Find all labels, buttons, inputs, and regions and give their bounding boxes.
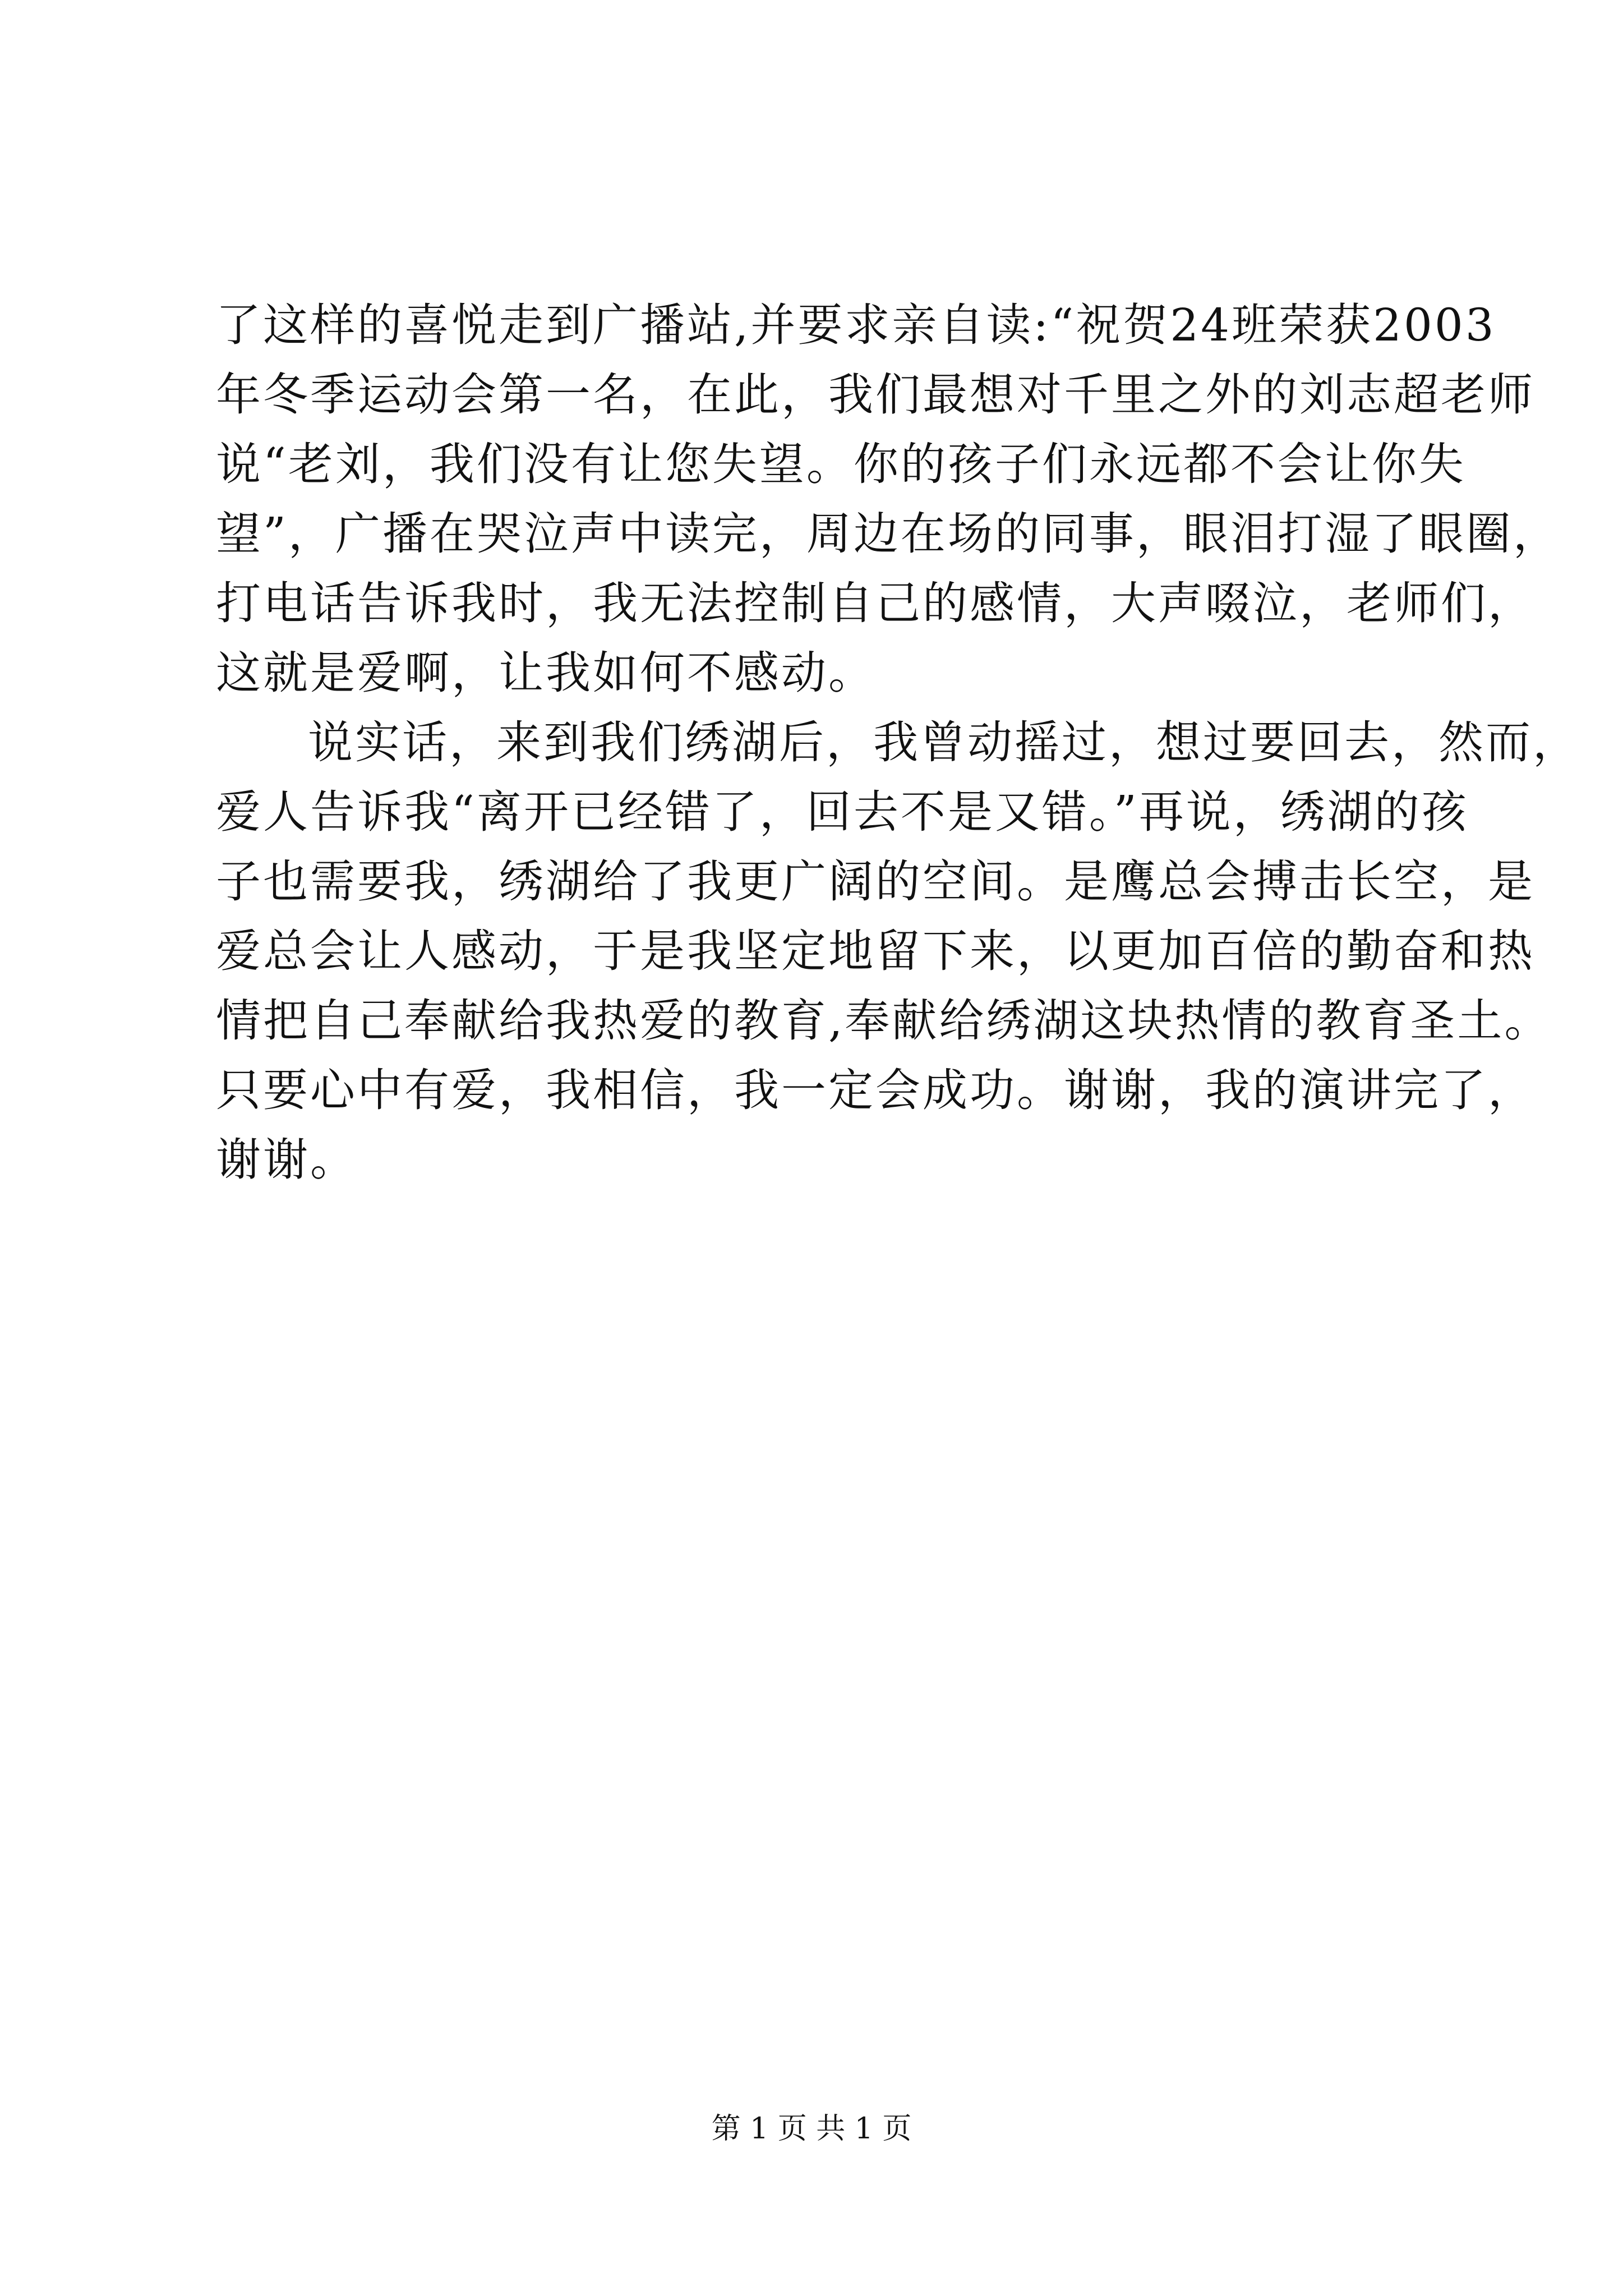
page-footer <box>0 2109 1623 2148</box>
page-number-label: 第 1 页 共 1 页 <box>711 2112 912 2146</box>
paragraph-1-line-2: 年冬季运动会第一名，在此，我们最想对千里之外的刘志超老师 <box>216 369 1535 421</box>
paragraph-2-line-2: 爱人告诉我“离开已经错了，回去不是又错。”再说，绣湖的孩 <box>216 786 1469 838</box>
paragraph-2-line-7: 谢谢。 <box>216 1134 357 1186</box>
paragraph-1-line-5: 打电话告诉我时，我无法控制自己的感情，大声啜泣，老师们， <box>216 577 1535 629</box>
paragraph-1-line-6: 这就是爱啊，让我如何不感动。 <box>216 647 875 699</box>
paragraph-2-line-4: 爱总会让人感动，于是我坚定地留下来，以更加百倍的勤奋和热 <box>216 925 1535 977</box>
paragraph-1-line-3: 说“老刘，我们没有让您失望。你的孩子们永远都不会让你失 <box>216 438 1466 490</box>
paragraph-2-line-1: 说实话，来到我们绣湖后，我曾动摇过，想过要回去，然而， <box>308 716 1580 769</box>
paragraph-1-line-4: 望”，广播在哭泣声中读完，周边在场的同事，眼泪打湿了眼圈， <box>216 508 1560 560</box>
paragraph-1-line-1: 了这样的喜悦走到广播站,并要求亲自读:“祝贺24班荣获2003 <box>216 299 1496 351</box>
paragraph-2-line-5: 情把自己奉献给我热爱的教育,奉献给绣湖这块热情的教育圣土。 <box>216 995 1552 1047</box>
paragraph-2-line-3: 子也需要我，绣湖给了我更广阔的空间。是鹰总会搏击长空，是 <box>216 855 1535 908</box>
paragraph-2-line-6: 只要心中有爱，我相信，我一定会成功。谢谢，我的演讲完了， <box>216 1064 1535 1116</box>
